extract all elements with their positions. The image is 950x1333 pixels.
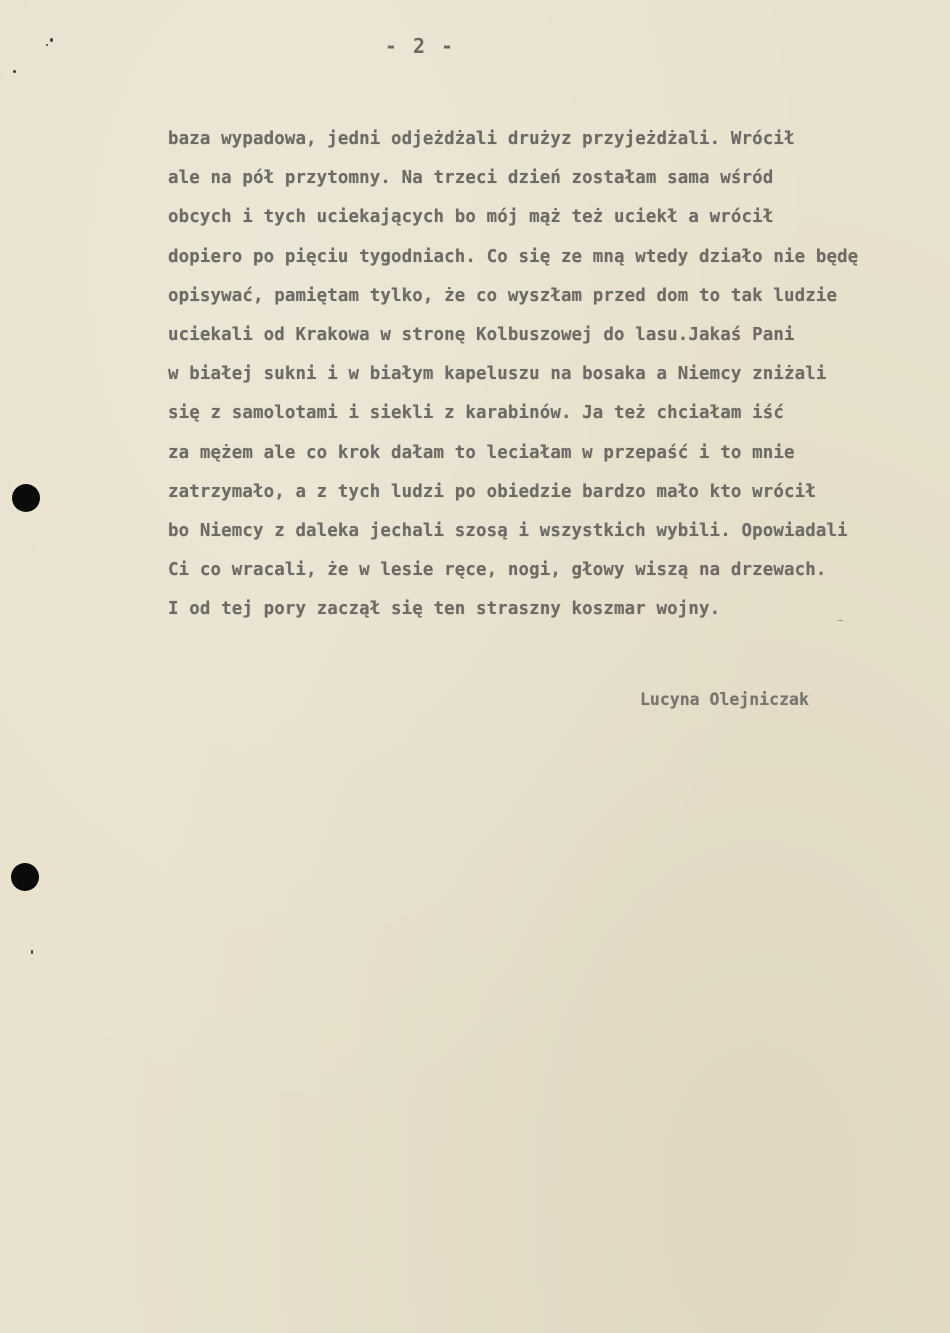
text-line: obcych i tych uciekających bo mój mąż też uciekł a wrócił bbox=[168, 207, 774, 228]
text-line: opisywać, pamiętam tylko, że co wyszłam przed dom to tak ludzie bbox=[168, 285, 838, 306]
text-line: bo Niemcy z daleka jechali szosą i wszystkich wybili. Opowiadali bbox=[168, 520, 848, 541]
text-line: zatrzymało, a z tych ludzi po obiedzie bardzo mało kto wrócił bbox=[168, 481, 816, 502]
page-number: - 2 - bbox=[384, 34, 456, 58]
punch-hole bbox=[12, 484, 40, 512]
ink-speck bbox=[13, 70, 16, 73]
text-line: ale na pół przytomny. Na trzeci dzień zostałam sama wśród bbox=[168, 168, 774, 189]
text-line: uciekali od Krakowa w stronę Kolbuszowej do lasu.Jakaś Pani bbox=[168, 324, 795, 345]
text-line: w białej sukni i w białym kapeluszu na bosaka a Niemcy zniżali bbox=[168, 364, 827, 385]
punch-hole bbox=[11, 863, 39, 891]
typed-body-text bbox=[168, 120, 938, 629]
author-signature: Lucyna Olejniczak bbox=[640, 690, 809, 709]
text-line: się z samolotami i siekli z karabinów. Ja też chciałam iść bbox=[168, 403, 784, 424]
text-line: baza wypadowa, jedni odjeżdżali drużyz przyjeżdżali. Wrócił bbox=[168, 129, 795, 149]
text-line: za mężem ale co krok dałam to leciałam w przepaść i to mnie bbox=[168, 442, 795, 463]
text-line: I od tej pory zaczął się ten straszny koszmar wojny. bbox=[168, 599, 721, 620]
text-line: dopiero po pięciu tygodniach. Co się ze mną wtedy działo nie będę bbox=[168, 246, 859, 267]
text-line: Ci co wracali, że w lesie ręce, nogi, głowy wiszą na drzewach. bbox=[168, 560, 827, 581]
ink-speck bbox=[31, 950, 33, 954]
